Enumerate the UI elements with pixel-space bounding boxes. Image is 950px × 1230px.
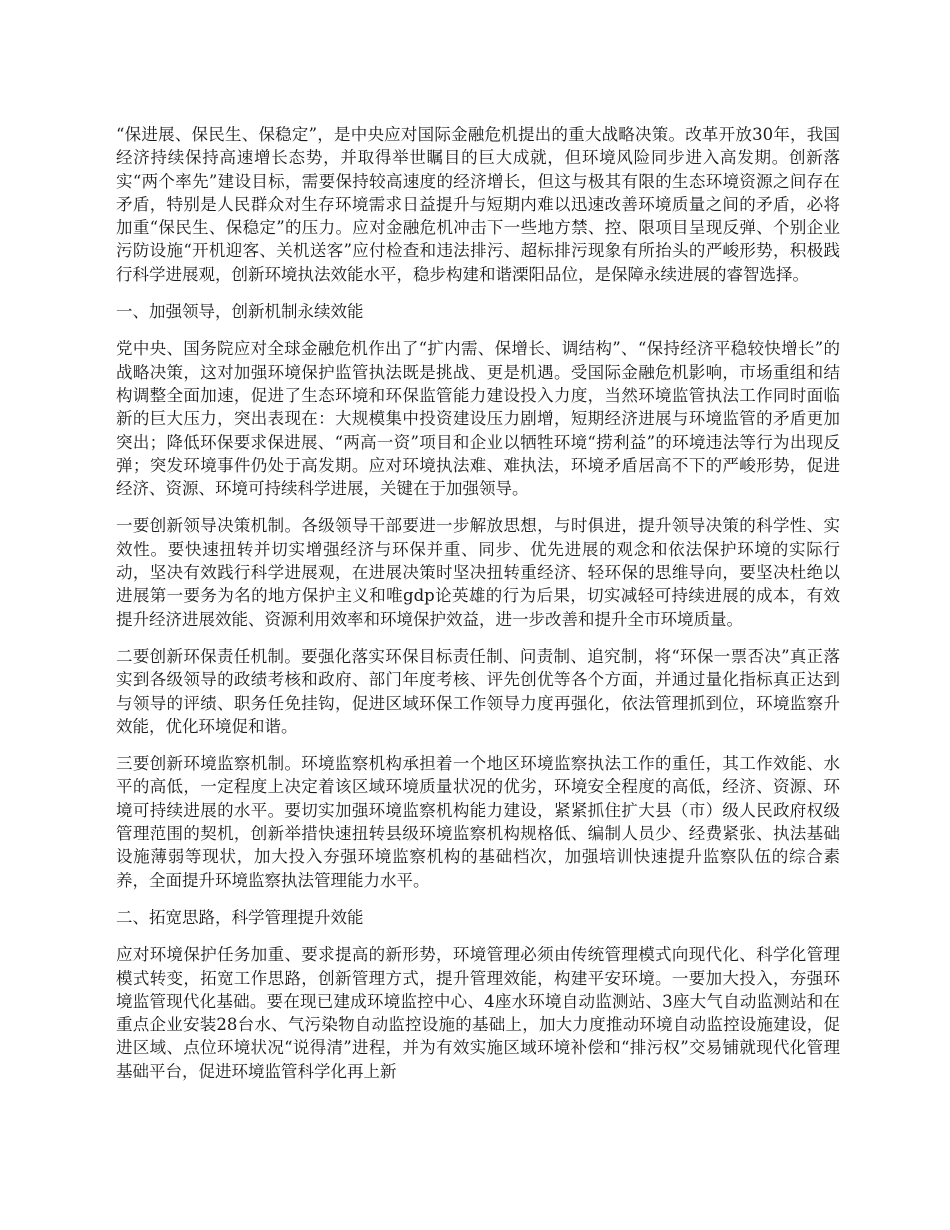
- section-heading-2: 二、拓宽思路，科学管理提升效能: [116, 907, 364, 927]
- paragraph: 一要创新领导决策机制。各级领导干部要进一步解放思想，与时俱进，提升领导决策的科学性、实效性。要快速扭转并切实增强经济与环保并重、同步、优先进展的观念和依法保护环境的实际行动，坚决有效践行科学进展观，在进展决策时坚决扭转重经济、轻环保的思维导向，要坚决杜绝以进展第一要务为名的地方保护主义和唯gdp论英雄的行为后果，切实减轻可持续进展的成本，有效提升经济进展效能、资源利用效率和环境保护效益，进一步改善和提升全市环境质量。: [116, 516, 840, 629]
- document-body: [116, 123, 840, 1097]
- intro-paragraph: “保进展、保民生、保稳定”，是中央应对国际金融危机提出的重大战略决策。改革开放30年，我国经济持续保持高速增长态势，并取得举世瞩目的巨大成就，但环境风险同步进入高发期。创新落实“两个率先”建设目标，需要保持较高速度的经济增长，但这与极其有限的生态环境资源之间存在矛盾，特别是人民群众对生存环境需求日益提升与短期内难以迅速改善环境质量之间的矛盾，必将加重“保民生、保稳定”的压力。应对金融危机冲击下一些地方禁、控、限项目呈现反弹、个别企业污防设施“开机迎客、关机送客”应付检查和违法排污、超标排污现象有所抬头的严峻形势，积极践行科学进展观，创新环境执法效能水平，稳步构建和谐溧阳品位，是保障永续进展的睿智选择。: [116, 125, 840, 284]
- paragraph: 应对环境保护任务加重、要求提高的新形势，环境管理必须由传统管理模式向现代化、科学化管理模式转变，拓宽工作思路，创新管理方式，提升管理效能，构建平安环境。一要加大投入，夯强环境监管现代化基础。要在现已建成环境监控中心、4座水环境自动监测站、3座大气自动监测站和在重点企业安装28台水、气污染物自动监控设施的基础上，加大力度推动环境自动监控设施建设，促进区域、点位环境状况“说得清”进程，并为有效实施区域环境补偿和“排污权”交易铺就现代化管理基础平台，促进环境监管科学化再上新: [116, 945, 840, 1081]
- paragraph: 党中央、国务院应对全球金融危机作出了“扩内需、保增长、调结构”、“保持经济平稳较快增长”的战略决策，这对加强环境保护监管执法既是挑战、更是机遇。受国际金融危机影响，市场重组和结构调整全面加速，促进了生态环境和环保监管能力建设投入力度，当然环境监管执法工作同时面临新的巨大压力，突出表现在：大规模集中投资建设压力剧增，短期经济进展与环境监管的矛盾更加突出；降低环保要求保进展、“两高一资”项目和企业以牺牲环境“捞利益”的环境违法等行为出现反弹；突发环境事件仍处于高发期。应对环境执法难、难执法，环境矛盾居高不下的严峻形势，促进经济、资源、环境可持续科学进展，关键在于加强领导。: [116, 339, 840, 499]
- paragraph: 三要创新环境监察机制。环境监察机构承担着一个地区环境监察执法工作的重任，其工作效能、水平的高低，一定程度上决定着该区域环境质量状况的优劣，环境安全程度的高低，经济、资源、环境可持续进展的水平。要切实加强环境监察机构能力建设，紧紧抓住扩大县（市）级人民政府权级管理范围的契机，创新举措快速扭转县级环境监察机构规格低、编制人员少、经费紧张、执法基础设施薄弱等现状，加大投入夯强环境监察机构的基础档次，加强培训快速提升监察队伍的综合素养，全面提升环境监察执法管理能力水平。: [116, 754, 840, 890]
- paragraph: 二要创新环保责任机制。要强化落实环保目标责任制、问责制、追究制，将“环保一票否决”真正落实到各级领导的政绩考核和政府、部门年度考核、评先创优等各个方面，并通过量化指标真正达到与领导的评绩、职务任免挂钩，促进区域环保工作领导力度再强化，依法管理抓到位，环境监察升效能，优化环境促和谐。: [116, 646, 840, 736]
- section-heading-1: 一、加强领导，创新机制永续效能: [116, 302, 364, 322]
